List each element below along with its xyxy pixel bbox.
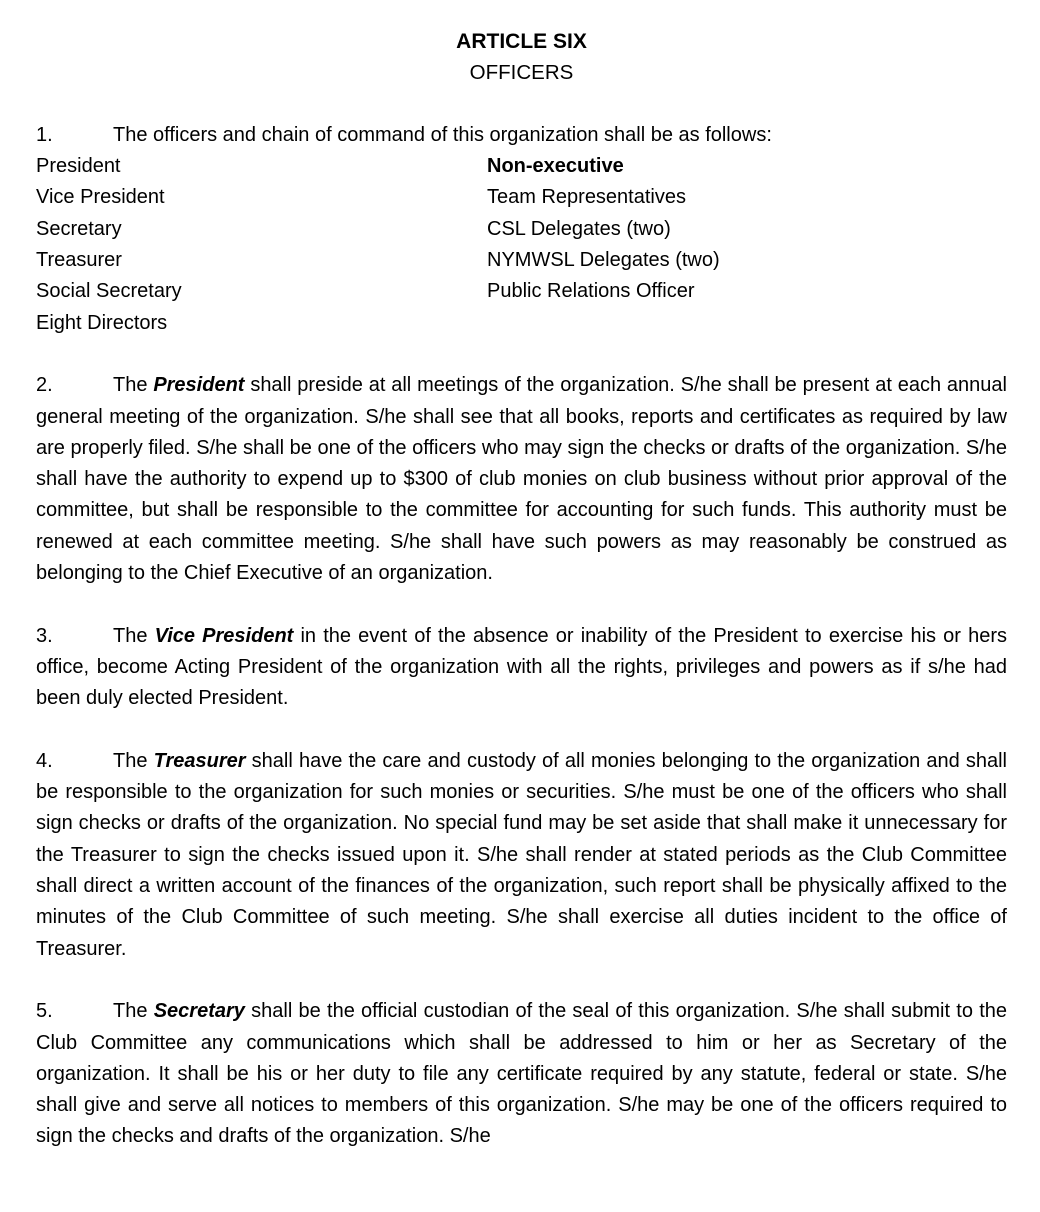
clause-1-number: 1. [36,123,53,146]
executive-officer-item: Treasurer [36,249,122,272]
executive-column [36,151,487,339]
clause-3-term: Vice President [154,624,294,647]
clause-5-number: 5. [36,1000,53,1023]
non-executive-officer-item: CSL Delegates (two) [487,217,671,240]
clause-5 [36,996,1007,1152]
clause-2 [36,370,1007,589]
article-subtitle: OFFICERS [469,61,574,85]
clause-5-text: shall be the official custodian of the seal of this organization. S/he shall submit to the Club Committee any communications which shall be addressed to him or her as Secretary of the organization. It shall be his or her duty to file any certificate required by any statute, federal or state. S/he shall give and serve all notices to members of this organization. S/he may be one of the officers required to sign the checks and drafts of the organization. S/he [36,1000,1008,1148]
non-executive-header: Non-executive [487,155,624,178]
clause-2-lead: The [113,374,148,397]
executive-officer-item: Social Secretary [36,280,182,303]
clause-3-lead: The [113,624,148,647]
executive-officer-item: Eight Directors [36,311,168,334]
article-title: ARTICLE SIX [456,30,587,53]
non-executive-officer-item: Public Relations Officer [487,280,695,303]
clause-3-number: 3. [36,624,53,647]
executive-officer-item: Vice President [36,186,165,209]
non-executive-officer-item: Team Representatives [487,186,686,209]
executive-officer-item: President [36,155,121,178]
non-executive-officer-item: NYMWSL Delegates (two) [487,249,720,272]
clause-1-text: The officers and chain of command of this organization shall be as follows: [113,123,772,146]
clause-4-lead: The [113,749,148,772]
clause-3 [36,621,1007,715]
clause-2-number: 2. [36,374,53,397]
non-executive-column [487,151,1007,339]
clause-2-text: shall preside at all meetings of the organization. S/he shall be present at each annual general meeting of the organization. S/he shall see that all books, reports and certificates as required by law are properly filed. S/he shall be one of the officers who may sign the checks or drafts of the organization. S/he shall have the authority to expend up to $300 of club monies on club business without prior approval of the committee, but shall be responsible to the committee for accounting for such funds. This authority must be renewed at each committee meeting. S/he shall have such powers as may reasonably be construed as belonging to the Chief Executive of an organization. [36,374,1007,585]
clause-5-term: Secretary [153,1000,245,1023]
executive-officer-item: Secretary [36,217,122,240]
clause-4 [36,746,1007,965]
clause-4-text: shall have the care and custody of all monies belonging to the organization and shall be responsible to the organization for such monies or securities. S/he must be one of the officers who shall sign checks or drafts of the organization. No special fund may be set aside that shall make it unnecessary for the Treasurer to sign the checks issued upon it. S/he shall render at stated periods as the Club Committee shall direct a written account of the finances of the organization, such report shall be physically affixed to the minutes of the Club Committee of such meeting. S/he shall exercise all duties incident to the office of Treasurer. [36,749,1007,960]
clause-3-text: in the event of the absence or inability of the President to exercise his or hers office, become Acting President of the organization with all the rights, privileges and powers as if s/he had been duly elected President. [36,624,1007,710]
clause-2-term: President [153,374,245,397]
officer-list [36,151,1007,339]
clause-4-term: Treasurer [153,749,246,772]
clause-5-lead: The [113,1000,148,1023]
clause-1 [36,120,1007,151]
clause-4-number: 4. [36,749,53,772]
